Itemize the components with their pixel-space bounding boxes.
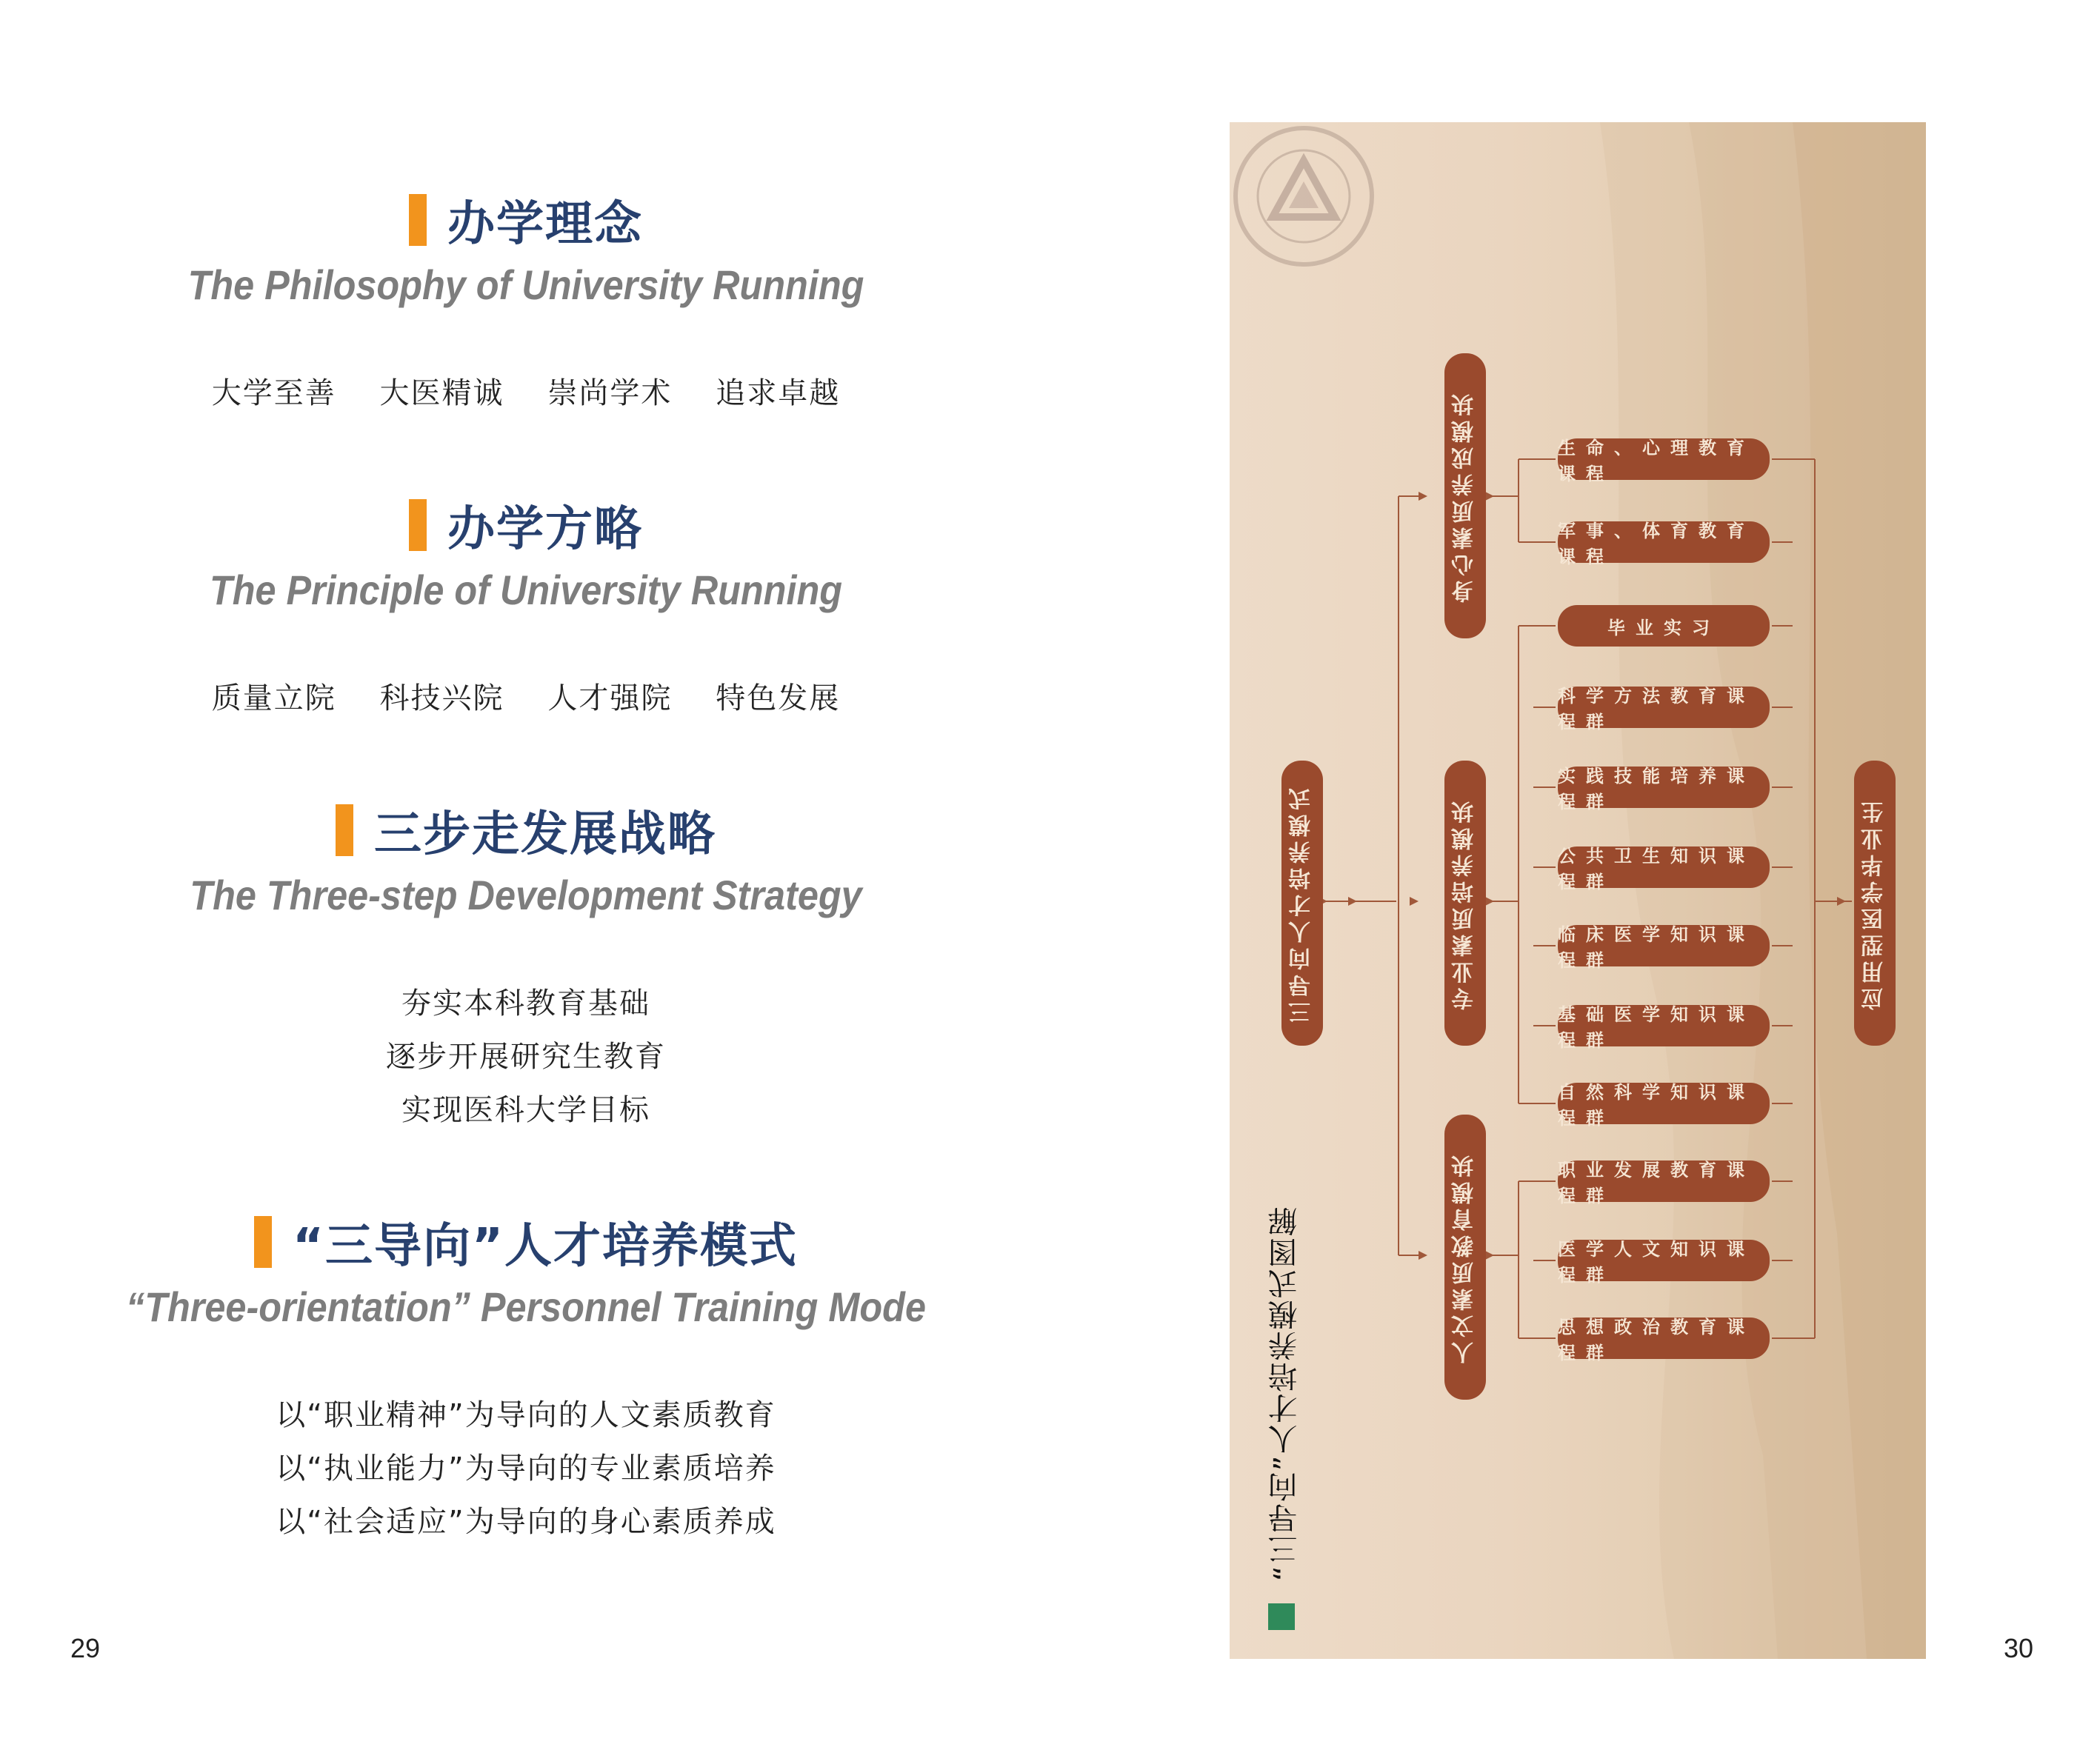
section-heading bbox=[0, 1209, 1052, 1275]
course-item: 自然科学知识课程群 bbox=[1558, 1083, 1770, 1124]
heading-accent-bar bbox=[254, 1216, 272, 1268]
university-seal-icon bbox=[1230, 122, 1378, 270]
section-title: 办学方略 bbox=[447, 502, 643, 557]
diagram-panel bbox=[1230, 122, 1926, 1659]
diagram-result: 应用型医学毕业生 bbox=[1854, 761, 1896, 1046]
heading-accent-bar bbox=[409, 499, 427, 551]
section-heading bbox=[0, 797, 1052, 864]
section-title-english: “Three-orientation” Personnel Training Mode bbox=[126, 1283, 926, 1330]
section-strategy bbox=[0, 797, 1052, 1137]
course-item: 公共卫生知识课程群 bbox=[1558, 846, 1770, 888]
diagram-root: 三导向人才培养模式 bbox=[1281, 761, 1323, 1046]
course-item: 职业发展教育课程群 bbox=[1558, 1160, 1770, 1202]
section-line: 实现医科大学目标 bbox=[401, 1093, 650, 1127]
section-line: 质量立院 科技兴院 人才强院 特色发展 bbox=[211, 681, 841, 715]
section-title-english: The Three-step Development Strategy bbox=[190, 872, 862, 918]
course-item: 基础医学知识课程群 bbox=[1558, 1005, 1770, 1046]
course-item: 军事、体育教育课程 bbox=[1558, 521, 1770, 563]
section-line: 以“社会适应”为导向的身心素质养成 bbox=[276, 1505, 776, 1539]
course-item: 毕业实习 bbox=[1558, 605, 1770, 647]
module-humanities: 人文素质教育模块 bbox=[1444, 1115, 1486, 1400]
section-line: 夯实本科教育基础 bbox=[401, 986, 650, 1021]
caption-text: “三导向”人才培养模式图解 bbox=[1268, 1205, 1302, 1581]
heading-accent-bar bbox=[409, 194, 427, 246]
page-number-right: 30 bbox=[2004, 1633, 2034, 1663]
section-philosophy bbox=[0, 187, 1052, 420]
caption-marker-icon bbox=[1268, 1603, 1295, 1630]
section-line: 以“执业能力”为导向的专业素质培养 bbox=[276, 1452, 776, 1486]
course-item: 医学人文知识课程群 bbox=[1558, 1240, 1770, 1281]
section-title: 三步走发展战略 bbox=[374, 807, 716, 862]
module-professional: 专业素质培养模块 bbox=[1444, 761, 1486, 1046]
section-title: “三导向”人才培养模式 bbox=[292, 1219, 799, 1274]
heading-accent-bar bbox=[336, 804, 353, 856]
diagram-caption bbox=[1252, 1107, 1311, 1659]
section-line: 以“职业精神”为导向的人文素质教育 bbox=[276, 1398, 776, 1432]
section-line: 大学至善 大医精诚 崇尚学术 追求卓越 bbox=[211, 376, 841, 410]
course-item: 生命、心理教育课程 bbox=[1558, 438, 1770, 480]
section-title: 办学理念 bbox=[447, 197, 643, 252]
course-item: 科学方法教育课程群 bbox=[1558, 687, 1770, 728]
module-mind-body: 身心素质养成模块 bbox=[1444, 353, 1486, 638]
section-title-english: The Principle of University Running bbox=[209, 567, 843, 613]
section-title-english: The Philosophy of University Running bbox=[187, 261, 864, 308]
section-line: 逐步开展研究生教育 bbox=[386, 1040, 666, 1074]
course-item: 实践技能培养课程群 bbox=[1558, 767, 1770, 808]
course-item: 思想政治教育课程群 bbox=[1558, 1317, 1770, 1359]
section-training-mode bbox=[0, 1209, 1052, 1549]
section-principle bbox=[0, 492, 1052, 725]
course-item: 临床医学知识课程群 bbox=[1558, 925, 1770, 966]
page-number-left: 29 bbox=[70, 1633, 101, 1663]
section-heading bbox=[0, 492, 1052, 558]
section-heading bbox=[0, 187, 1052, 253]
